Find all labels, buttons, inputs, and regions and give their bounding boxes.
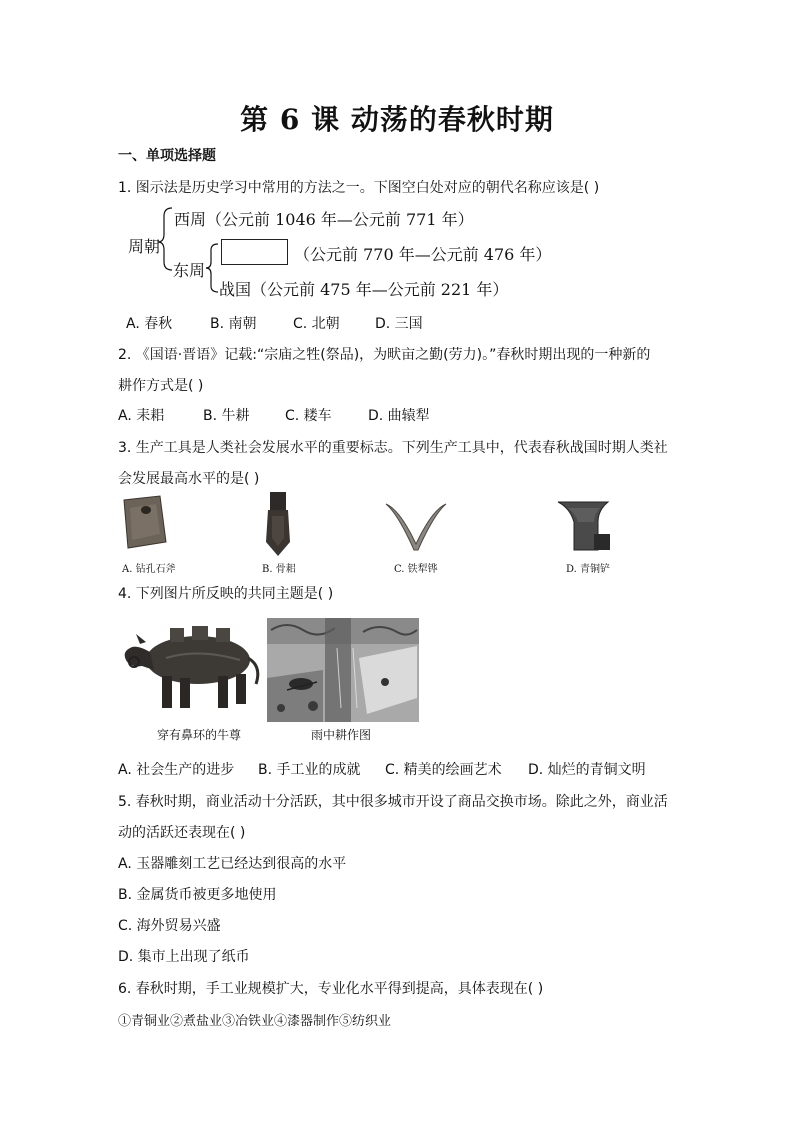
diagram-east-zhou: 东周 [173, 261, 206, 280]
diagram-root: 周朝 [128, 237, 161, 256]
q3-caption-c: C. 铁犁铧 [394, 564, 438, 575]
iron-plough-image [384, 500, 448, 552]
diagram-warring-states: 战国（公元前 475 年—公元前 221 年） [219, 280, 509, 299]
diagram-west-zhou: 西周（公元前 1046 年—公元前 771 年） [174, 210, 474, 229]
q4-option-b[interactable]: B. 手工业的成就 [258, 762, 361, 778]
q3-caption-d: D. 青铜铲 [566, 564, 611, 575]
q4-option-d[interactable]: D. 灿烂的青铜文明 [528, 762, 646, 778]
q3-caption-a: A. 钻孔石斧 [122, 564, 176, 575]
q6-stem: 6. 春秋时期，手工业规模扩大，专业化水平得到提高，具体表现在( ) [118, 981, 544, 997]
ox-zun-image [116, 618, 266, 718]
q2-stem-line2: 耕作方式是( ) [118, 378, 204, 394]
q1-stem: 1. 图示法是历史学习中常用的方法之一。下图空白处对应的朝代名称应该是( ) [118, 180, 600, 196]
q5-option-c[interactable]: C. 海外贸易兴盛 [118, 918, 221, 934]
q1-option-a[interactable]: A. 春秋 [126, 316, 173, 332]
q2-option-b[interactable]: B. 牛耕 [203, 408, 250, 424]
q3-caption-b: B. 骨耜 [262, 564, 296, 575]
q4-stem: 4. 下列图片所反映的共同主题是( ) [118, 586, 334, 602]
bronze-shovel-image [554, 500, 614, 556]
outer-brace [158, 208, 172, 270]
diagram-blank-range: （公元前 770 年—公元前 476 年） [294, 245, 552, 264]
q2-option-a[interactable]: A. 耒耜 [118, 408, 165, 424]
q5-option-b[interactable]: B. 金属货币被更多地使用 [118, 887, 277, 903]
q4-option-a[interactable]: A. 社会生产的进步 [118, 762, 235, 778]
q2-option-d[interactable]: D. 曲辕犁 [368, 408, 430, 424]
q2-stem-line1: 2. 《国语·晋语》记载:“宗庙之牲(祭品)，为畎亩之勤(劳力)。”春秋时期出现的一种新的 [118, 347, 651, 363]
q6-items: ①青铜业②煮盐业③冶铁业④漆器制作⑤纺织业 [118, 1014, 392, 1029]
rain-farming-image [267, 618, 419, 722]
q1-option-c[interactable]: C. 北朝 [293, 316, 340, 332]
section-heading: 一、单项选择题 [118, 148, 216, 164]
q5-option-a[interactable]: A. 玉器雕刻工艺已经达到很高的水平 [118, 856, 347, 872]
bone-spade-image [260, 490, 296, 558]
q2-option-c[interactable]: C. 耧车 [285, 408, 332, 424]
q5-stem-line1: 5. 春秋时期，商业活动十分活跃，其中很多城市开设了商品交换市场。除此之外，商业活 [118, 794, 668, 810]
q1-option-d[interactable]: D. 三国 [375, 316, 423, 332]
inner-brace [206, 244, 218, 292]
page-title: 第 6 课 动荡的春秋时期 [240, 103, 554, 136]
diagram-blank-box [221, 239, 288, 265]
q1-option-b[interactable]: B. 南朝 [210, 316, 257, 332]
q5-option-d[interactable]: D. 集市上出现了纸币 [118, 949, 250, 965]
q4-option-c[interactable]: C. 精美的绘画艺术 [385, 762, 502, 778]
stone-axe-image [120, 494, 170, 556]
q3-stem-line1: 3. 生产工具是人类社会发展水平的重要标志。下列生产工具中，代表春秋战国时期人类社 [118, 440, 668, 456]
q4-caption-ox-zun: 穿有鼻环的牛尊 [157, 728, 242, 742]
q5-stem-line2: 动的活跃还表现在( ) [118, 825, 246, 841]
q4-caption-rain-farming: 雨中耕作图 [311, 728, 372, 742]
q3-stem-line2: 会发展最高水平的是( ) [118, 471, 260, 487]
